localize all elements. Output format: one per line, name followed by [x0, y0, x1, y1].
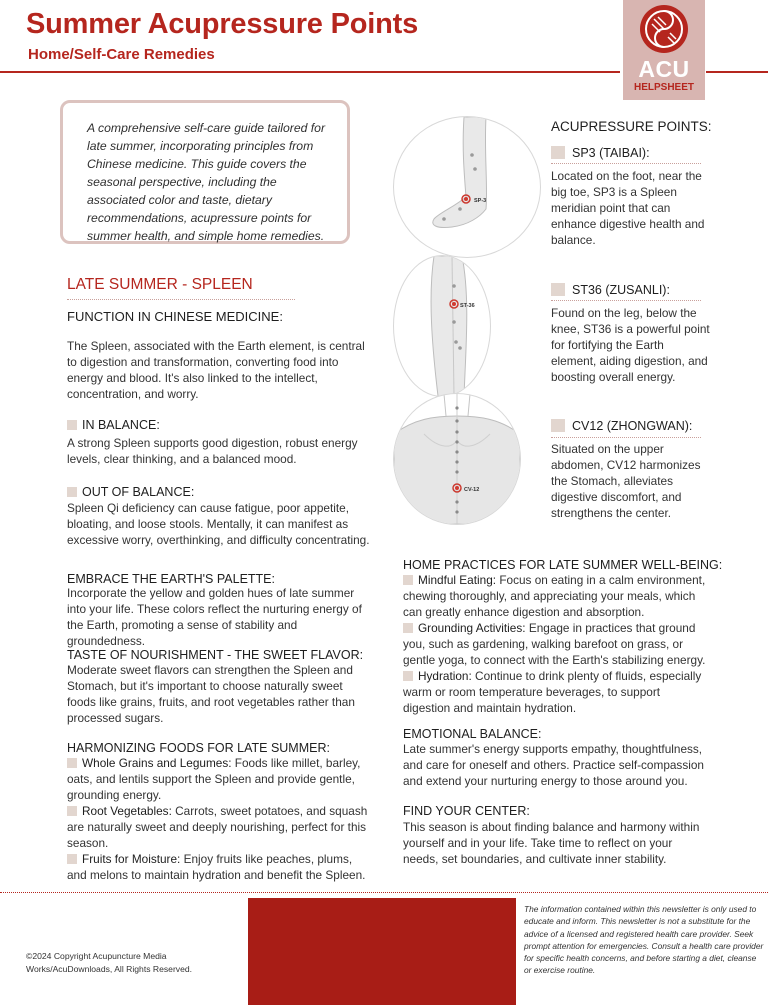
list-item: Hydration: Continue to drink plenty of fluids, especially warm or room temperature beverages, to support digestion and maintain hydration.: [403, 669, 702, 715]
points-heading: ACUPRESSURE POINTS:: [551, 119, 712, 134]
intro-box: A comprehensive self-care guide tailored for late summer, incorporating principles from Chinese medicine. This guide covers the seasonal perspective, including the associated color and taste, dietary recommendations, acupressure points for summer health, and simple home remedies.: [60, 100, 350, 244]
center-heading: FIND YOUR CENTER:: [403, 804, 530, 818]
function-heading: FUNCTION IN CHINESE MEDICINE:: [67, 309, 283, 324]
section-divider: [67, 299, 295, 300]
bullet-square-icon: [403, 671, 413, 681]
point-label-cv12: CV-12: [464, 487, 480, 493]
bullet-square-icon: [67, 487, 77, 497]
leg-illustration: [393, 255, 491, 397]
bullet-square-icon: [403, 575, 413, 585]
point-cv12-name: CV12 (ZHONGWAN):: [551, 419, 692, 433]
palette-text: Incorporate the yellow and golden hues of late summer into your life. These colors reflect the nurturing energy of the Earth, promoting a sense of stability and groundedness.: [67, 586, 362, 648]
yin-yang-icon: [640, 5, 688, 53]
point-st36-text: Found on the leg, below the knee, ST36 is a powerful point for fortifying the Earth element, aiding digestion, and boosting overall energy.: [551, 306, 710, 384]
point-divider: [551, 163, 701, 164]
point-sp3-text: Located on the foot, near the big toe, SP3 is a Spleen meridian point that can enhance digestive health and balance.: [551, 169, 705, 247]
taste-text: Moderate sweet flavors can strengthen the Spleen and Stomach, but it's important to choose naturally sweet foods like grains, fruits, and root vegetables rather than processed sugars.: [67, 663, 355, 725]
page-subtitle: Home/Self-Care Remedies: [28, 46, 215, 63]
out-balance-label: OUT OF BALANCE:: [67, 485, 194, 499]
bullet-square-icon: [551, 283, 565, 296]
bullet-square-icon: [67, 806, 77, 816]
point-label-st36: ST-36: [460, 303, 475, 309]
foods-heading: HARMONIZING FOODS FOR LATE SUMMER:: [67, 741, 330, 755]
bullet-square-icon: [67, 758, 77, 768]
emotional-text: Late summer's energy supports empathy, thoughtfulness, and care for oneself and others. Practice self-compassion and extend your nurturing energy to those around you.: [403, 742, 704, 788]
point-st36-name: ST36 (ZUSANLI):: [551, 283, 670, 297]
acu-helpsheet-logo: [623, 0, 705, 100]
home-heading: HOME PRACTICES FOR LATE SUMMER WELL-BEING:: [403, 558, 723, 572]
section-title-late-summer: LATE SUMMER - SPLEEN: [67, 276, 253, 293]
logo-acu-text: ACU: [638, 56, 690, 82]
logo-helpsheet-text: HELPSHEET: [633, 82, 694, 93]
disclaimer-text: The information contained within this newsletter is only used to educate and inform. This newsletter is not a substitute for the advice of a licensed and registered health care provider. Seek prompt attention for emergencies. Consult a health care provider for specific health concerns, and before starting a diet, cleanse or exercise routine.: [524, 904, 764, 976]
torso-illustration: [393, 393, 521, 525]
palette-heading: EMBRACE THE EARTH'S PALETTE:: [67, 572, 275, 586]
point-cv12-text: Situated on the upper abdomen, CV12 harmonizes the Stomach, alleviates digestive discomfort, and strengthens the center.: [551, 442, 701, 520]
list-item: Whole Grains and Legumes: Foods like millet, barley, oats, and lentils support the Spleen and provide gentle, grounding energy.: [67, 756, 361, 802]
foot-illustration: [393, 116, 541, 258]
copyright-text: ©2024 Copyright Acupuncture Media Works/AcuDownloads, All Rights Reserved.: [26, 951, 193, 974]
bullet-square-icon: [403, 623, 413, 633]
list-item: Fruits for Moisture: Enjoy fruits like peaches, plums, and melons to maintain hydration and benefit the Spleen.: [67, 852, 366, 882]
emotional-heading: EMOTIONAL BALANCE:: [403, 727, 542, 741]
taste-heading: TASTE OF NOURISHMENT - THE SWEET FLAVOR:: [67, 648, 364, 662]
point-label-sp3: SP-3: [474, 198, 487, 204]
bullet-square-icon: [67, 854, 77, 864]
out-balance-text: Spleen Qi deficiency can cause fatigue, poor appetite, bloating, and loose stools. Mentally, it can manifest as excessive worry, overthinking, and difficulty concentrating.: [67, 501, 370, 547]
point-divider: [551, 437, 701, 438]
in-balance-label: IN BALANCE:: [67, 418, 160, 432]
bullet-square-icon: [551, 419, 565, 432]
header-divider: [0, 71, 620, 73]
footer-color-block: [248, 898, 516, 1005]
center-text: This season is about finding balance and harmony within yourself and in your life. Take time to reflect on your needs, set boundaries, and cultivate inner stability.: [403, 820, 700, 866]
list-item: Mindful Eating: Focus on eating in a calm environment, chewing thoroughly, and appreciating your meals, which can greatly enhance digestion and absorption.: [403, 573, 706, 619]
function-text: The Spleen, associated with the Earth element, is central to digestion and transformation, converting food into energy and blood. It's also linked to the intellect, concentration, and worry.: [67, 339, 365, 401]
list-item: Grounding Activities: Engage in practices that ground you, such as gardening, walking barefoot on grass, or gentle yoga, to connect with the Earth's stabilizing energy.: [403, 621, 706, 667]
header-divider-right: [706, 71, 768, 73]
point-sp3-name: SP3 (TAIBAI):: [551, 146, 650, 160]
in-balance-text: A strong Spleen supports good digestion, robust energy levels, clear thinking, and a balanced mood.: [67, 436, 358, 466]
footer-divider: [0, 892, 768, 893]
bullet-square-icon: [551, 146, 565, 159]
list-item: Root Vegetables: Carrots, sweet potatoes, and squash are naturally sweet and deeply nourishing, perfect for this season.: [67, 804, 368, 850]
page-title: Summer Acupressure Points: [26, 8, 418, 40]
bullet-square-icon: [67, 420, 77, 430]
home-list: [403, 572, 708, 716]
foods-list: [67, 755, 369, 883]
point-divider: [551, 300, 701, 301]
